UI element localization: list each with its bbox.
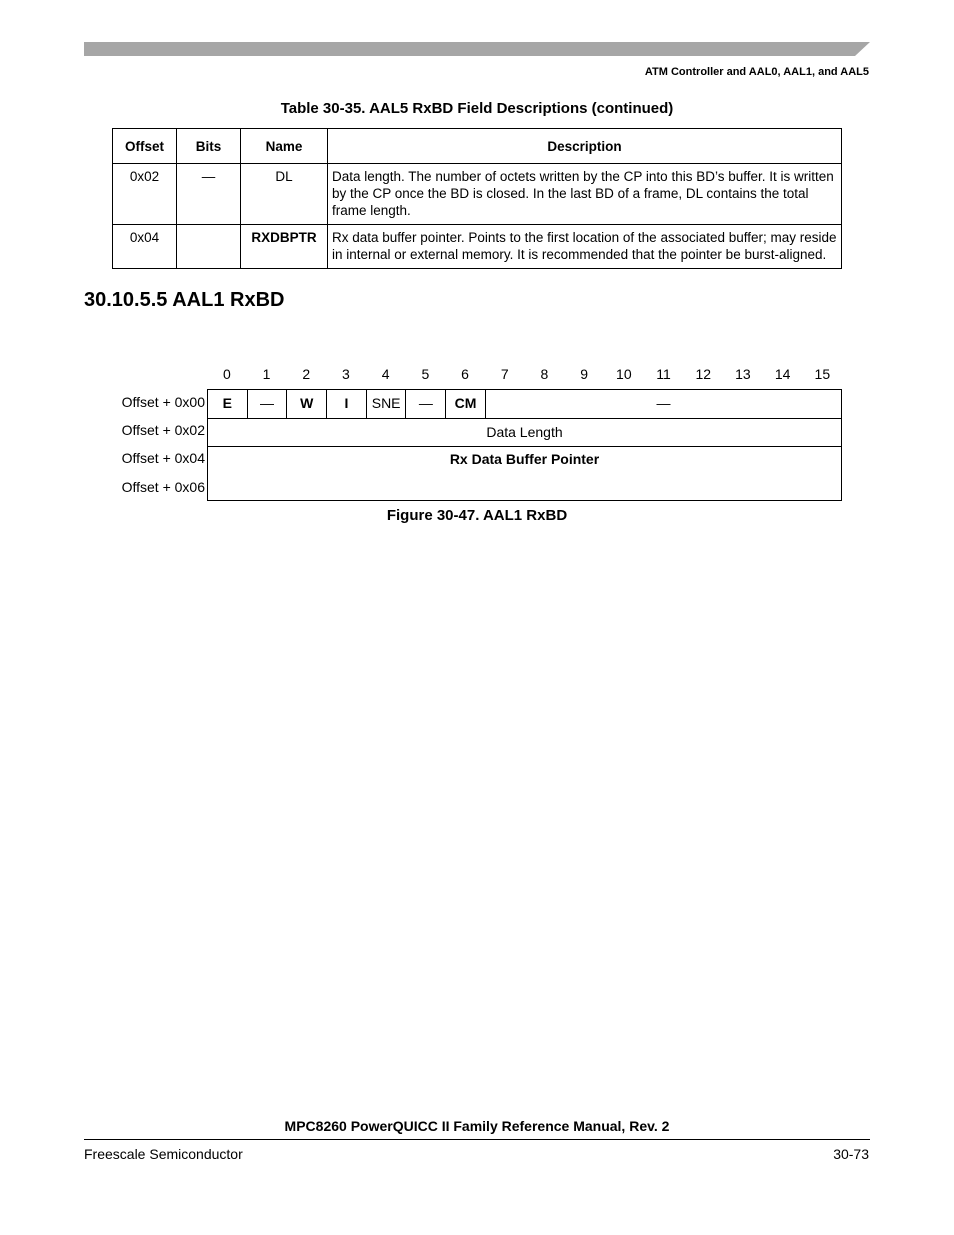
field-description-table bbox=[112, 128, 842, 269]
bit-number: 9 bbox=[580, 366, 589, 382]
bit-number: 3 bbox=[342, 366, 350, 382]
table-caption: Table 30-35. AAL5 RxBD Field Descriptions (continued) bbox=[280, 100, 674, 117]
bit-number: 10 bbox=[616, 366, 632, 382]
figure-caption: Figure 30-47. AAL1 RxBD bbox=[386, 507, 568, 524]
offset-label: Offset + 0x04 bbox=[121, 450, 205, 466]
header-offset: Offset bbox=[113, 129, 177, 164]
bit-number: 4 bbox=[381, 366, 390, 382]
table-header-row bbox=[113, 129, 842, 164]
field-w: W bbox=[287, 390, 327, 418]
field-data-length: Data Length bbox=[208, 418, 841, 447]
table-row bbox=[113, 225, 842, 269]
section-title: 30.10.5.5 AAL1 RxBD bbox=[84, 289, 285, 311]
field-cm: CM bbox=[446, 390, 486, 418]
cell-bits bbox=[177, 225, 241, 269]
header-bits: Bits bbox=[177, 129, 241, 164]
offset-label: Offset + 0x02 bbox=[121, 422, 205, 438]
field-i: I bbox=[327, 390, 367, 418]
running-head: ATM Controller and AAL0, AAL1, and AAL5 bbox=[644, 66, 869, 78]
field-sne: SNE bbox=[367, 390, 407, 418]
field-rx-data-buffer-pointer: Rx Data Buffer Pointer bbox=[449, 451, 600, 467]
field-reserved-1: — bbox=[248, 390, 288, 418]
bit-number: 2 bbox=[302, 366, 311, 382]
footer-divider bbox=[84, 1139, 870, 1140]
cell-offset: 0x04 bbox=[113, 225, 177, 269]
field-reserved-7-15: — bbox=[656, 395, 671, 411]
bit-number: 5 bbox=[421, 366, 430, 382]
footer-title: MPC8260 PowerQUICC II Family Reference Manual, Rev. 2 bbox=[284, 1118, 670, 1134]
bit-number: 13 bbox=[735, 366, 751, 382]
bit-number: 0 bbox=[222, 366, 231, 382]
cell-offset: 0x02 bbox=[113, 164, 177, 225]
field-reserved-5: — bbox=[407, 390, 447, 418]
table-row bbox=[113, 164, 842, 225]
bit-number: 1 bbox=[262, 366, 271, 382]
field-e: E bbox=[208, 390, 248, 418]
bit-number: 14 bbox=[774, 366, 791, 382]
cell-bits: — bbox=[177, 164, 241, 225]
page-number: 30-73 bbox=[833, 1146, 869, 1162]
offset-label: Offset + 0x06 bbox=[121, 479, 205, 495]
offset-label: Offset + 0x00 bbox=[121, 394, 205, 410]
cell-description: Data length. The number of octets written by the CP into this BD’s buffer. It is written by the CP once the BD is closed. In the last BD of a frame, DL contains the total frame length. bbox=[328, 164, 842, 225]
bit-number: 15 bbox=[814, 366, 831, 382]
bit-number: 11 bbox=[656, 366, 671, 382]
register-row-0x00 bbox=[208, 390, 841, 419]
cell-description: Rx data buffer pointer. Points to the first location of the associated buffer; may reside in internal or external memory. It is recommended that the pointer be burst-aligned. bbox=[328, 225, 842, 269]
bit-number: 8 bbox=[540, 366, 549, 382]
footer-company: Freescale Semiconductor bbox=[84, 1146, 243, 1162]
bit-number: 6 bbox=[461, 366, 469, 382]
cell-name: RXDBPTR bbox=[241, 225, 328, 269]
header-bar bbox=[84, 42, 870, 56]
bit-number: 7 bbox=[500, 366, 509, 382]
header-name: Name bbox=[241, 129, 328, 164]
cell-name: DL bbox=[241, 164, 328, 225]
register-diagram bbox=[207, 389, 842, 501]
bit-number: 12 bbox=[695, 366, 712, 382]
header-description: Description bbox=[328, 129, 842, 164]
